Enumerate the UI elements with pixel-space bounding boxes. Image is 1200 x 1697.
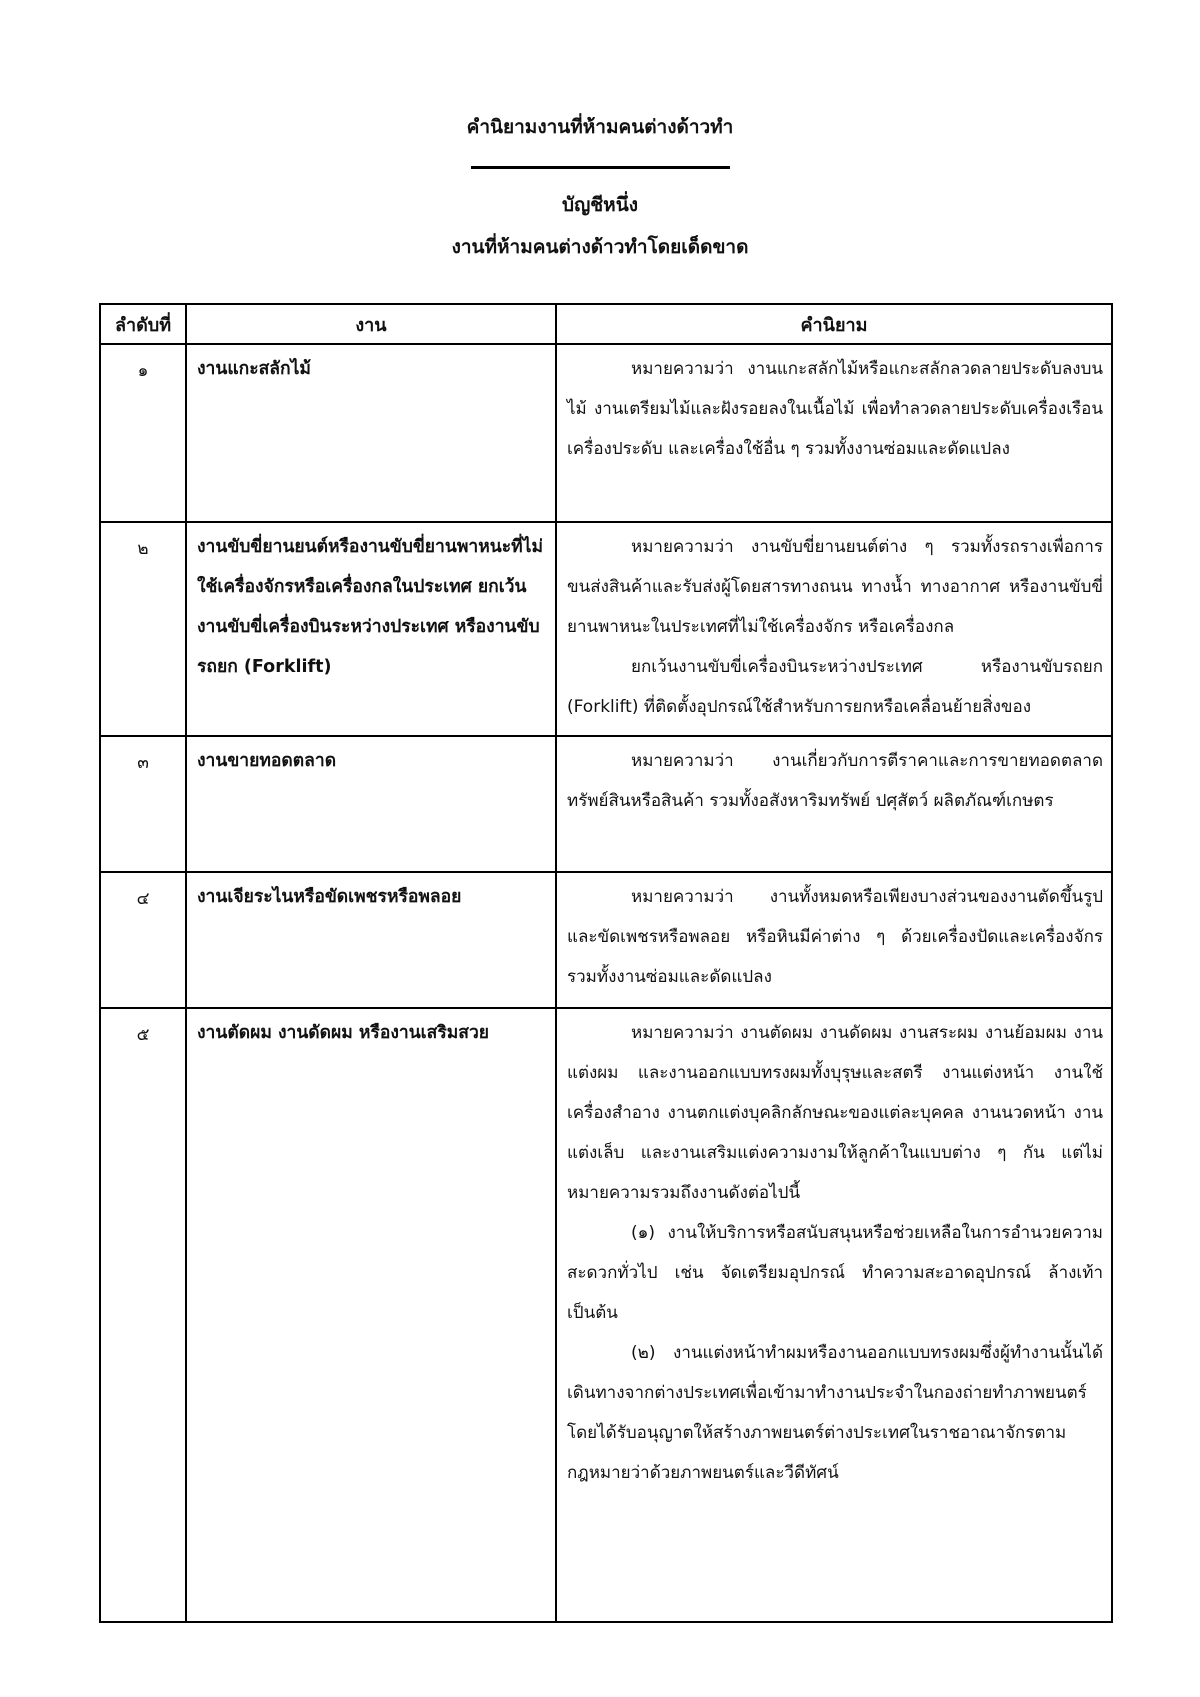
table-row: [100, 344, 1112, 522]
definition-paragraph: หมายความว่า งานทั้งหมดหรือเพียงบางส่วนของงานตัดขึ้นรูป และขัดเพชรหรือพลอย หรือหินมีค่าต่าง ๆ ด้วยเครื่องปัดและเครื่องจักร รวมทั้งงานซ่อมและดัดแปลง: [567, 887, 1103, 987]
table-row: [100, 1008, 1112, 1622]
exception-item-1: (๑) งานให้บริการหรือสนับสนุนหรือช่วยเหลือในการอำนวยความสะดวกทั่วไป เช่น จัดเตรียมอุปกรณ์ ทำความสะอาดอุปกรณ์ ล้างเท้า เป็นต้น: [567, 1223, 1103, 1323]
row-definition: [556, 522, 1112, 736]
definition-paragraph: หมายความว่า งานเกี่ยวกับการตีราคาและการขายทอดตลาดทรัพย์สินหรือสินค้า รวมทั้งอสังหาริมทรัพย์ ปศุสัตว์ ผลิตภัณฑ์เกษตร: [567, 751, 1103, 811]
table-header-row: [100, 304, 1112, 344]
header-job: งาน: [186, 304, 556, 344]
row-number: ๓: [100, 736, 186, 872]
row-job: งานแกะสลักไม้: [186, 344, 556, 522]
table-row: [100, 736, 1112, 872]
page-title: คำนิยามงานที่ห้ามคนต่างด้าวทำ: [466, 116, 734, 138]
prohibited-jobs-table: [99, 303, 1113, 1623]
row-number: ๒: [100, 522, 186, 736]
header-number: ลำดับที่: [100, 304, 186, 344]
row-job: งานขายทอดตลาด: [186, 736, 556, 872]
title-divider: [471, 166, 730, 169]
row-definition: [556, 736, 1112, 872]
row-job: งานเจียระไนหรือขัดเพชรหรือพลอย: [186, 872, 556, 1008]
table-row: [100, 872, 1112, 1008]
row-job: งานขับขี่ยานยนต์หรืองานขับขี่ยานพาหนะที่ไม่ใช้เครื่องจักรหรือเครื่องกลในประเทศ ยกเว้นงานขับขี่เครื่องบินระหว่างประเทศ หรืองานขับรถยก (Forklift): [186, 522, 556, 736]
header-definition: คำนิยาม: [556, 304, 1112, 344]
definition-paragraph: หมายความว่า งานแกะสลักไม้หรือแกะสลักลวดลายประดับลงบนไม้ งานเตรียมไม้และฝังรอยลงในเนื้อไม้ เพื่อทำลวดลายประดับเครื่องเรือน เครื่องประดับ และเครื่องใช้อื่น ๆ รวมทั้งงานซ่อมและดัดแปลง: [567, 359, 1103, 459]
row-job: งานตัดผม งานดัดผม หรืองานเสริมสวย: [186, 1008, 556, 1622]
row-definition: [556, 344, 1112, 522]
row-definition: [556, 872, 1112, 1008]
definition-paragraph: ยกเว้นงานขับขี่เครื่องบินระหว่างประเทศ หรืองานขับรถยก (Forklift) ที่ติดตั้งอุปกรณ์ใช้สำหรับการยกหรือเคลื่อนย้ายสิ่งของ: [567, 657, 1103, 717]
exception-item-2: (๒) งานแต่งหน้าทำผมหรืองานออกแบบทรงผมซึ่งผู้ทำงานนั้นได้เดินทางจากต่างประเทศเพื่อเข้ามาทำงานประจำในกองถ่ายทำภาพยนตร์ โดยได้รับอนุญาตให้สร้างภาพยนตร์ต่างประเทศในราชอาณาจักรตามกฎหมายว่าด้วยภาพยนตร์และวีดีทัศน์: [567, 1343, 1103, 1483]
schedule-title: บัญชีหนึ่ง: [562, 194, 638, 216]
row-definition: [556, 1008, 1112, 1622]
table-row: [100, 522, 1112, 736]
definition-paragraph: หมายความว่า งานขับขี่ยานยนต์ต่าง ๆ รวมทั้งรถรางเพื่อการขนส่งสินค้าและรับส่งผู้โดยสารทางถนน ทางน้ำ ทางอากาศ หรืองานขับขี่ยานพาหนะในประเทศที่ไม่ใช้เครื่องจักร หรือเครื่องกล: [567, 537, 1103, 637]
row-number: ๕: [100, 1008, 186, 1622]
row-number: ๔: [100, 872, 186, 1008]
row-number: ๑: [100, 344, 186, 522]
definition-paragraph: หมายความว่า งานตัดผม งานดัดผม งานสระผม งานย้อมผม งานแต่งผม และงานออกแบบทรงผมทั้งบุรุษและสตรี งานแต่งหน้า งานใช้เครื่องสำอาง งานตกแต่งบุคลิกลักษณะของแต่ละบุคคล งานนวดหน้า งานแต่งเล็บ และงานเสริมแต่งความงามให้ลูกค้าในแบบต่าง ๆ กัน แต่ไม่หมายความรวมถึงงานดังต่อไปนี้: [567, 1023, 1103, 1203]
schedule-subtitle: งานที่ห้ามคนต่างด้าวทำโดยเด็ดขาด: [451, 236, 749, 258]
